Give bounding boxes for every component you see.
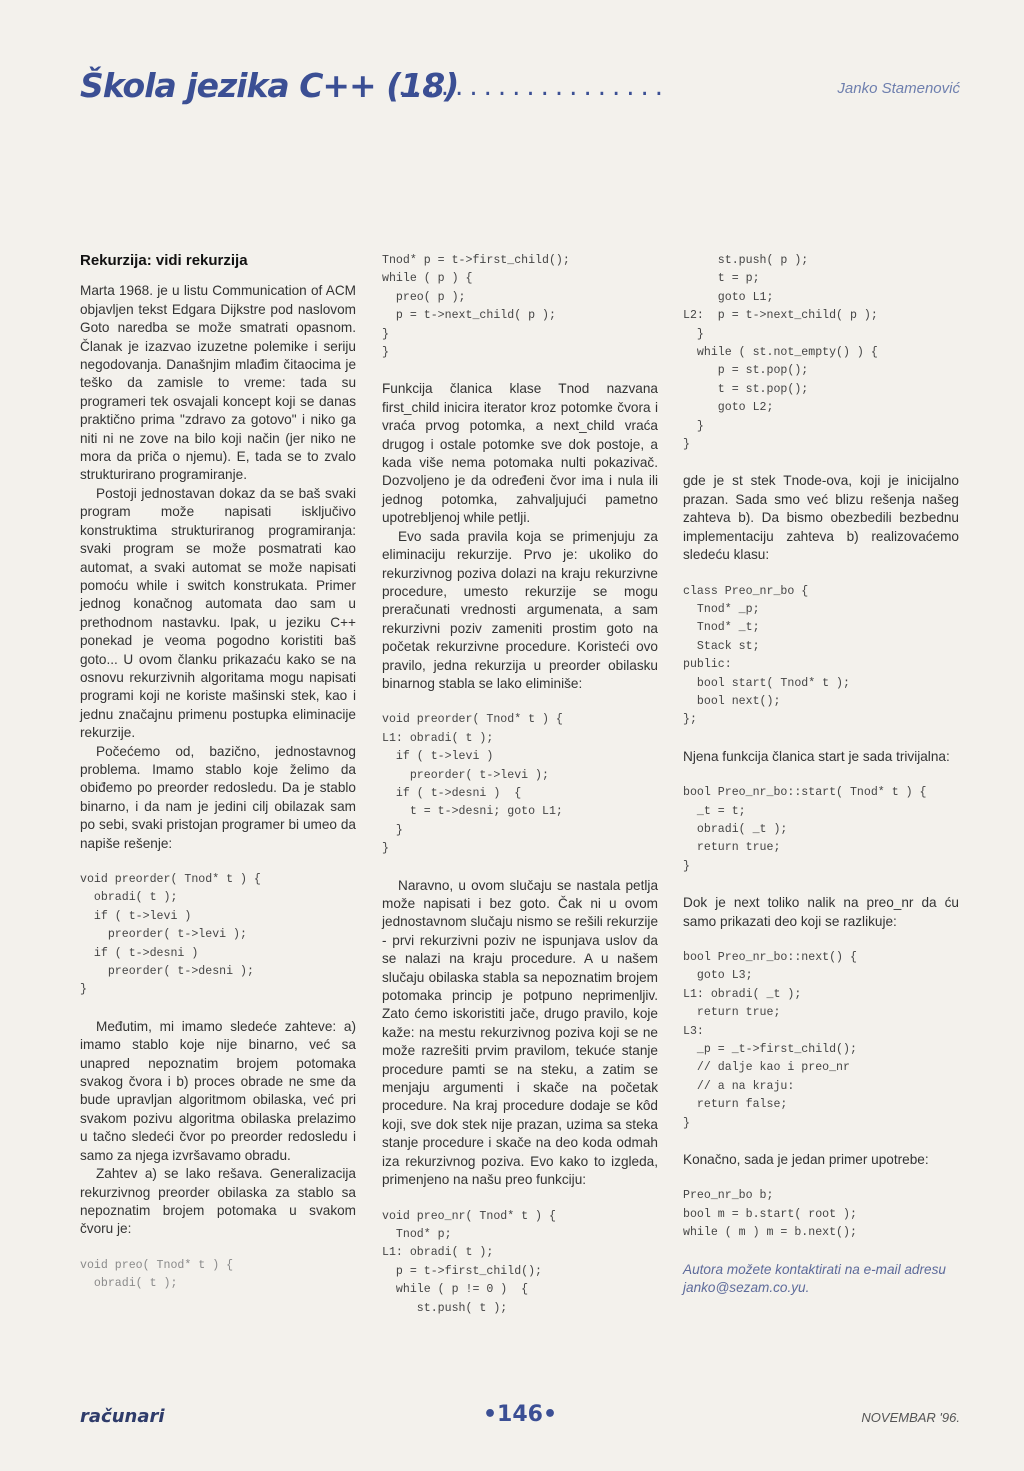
paragraph: Marta 1968. je u listu Communication of ACM objavljen tekst Edgara Dijkstre pod naslovom Goto naredba se može smatrati opasnom. Članak je izazvao izuzetne polemike i seriju negodovanja. Današnjim mlađim čitaocima je teško da zamisle to vreme: tada su programeri tek osvajali koncept koji se danas praktično prima "zdravo za gotovo" i niko ga niti ni ne zove na bilo koji način (jer niko ne mora da priča o njemu). E, tada se to zvalo strukturirano programiranje. (80, 283, 356, 483)
author-contact: Autora možete kontaktirati na e-mail adresu janko@sezam.co.yu. (683, 1261, 946, 1296)
page-header (80, 66, 960, 116)
code-listing: void preorder( Tnod* t ) { obradi( t ); if ( t->levi ) preorder( t->levi ); if ( t->desni ) preorder( t->desni ); } (80, 873, 261, 997)
code-listing: bool Preo_nr_bo::start( Tnod* t ) { _t = t; obradi( _t ); return true; } (683, 786, 927, 873)
code-listing: void preo( Tnod* t ) { obradi( t ); (80, 1258, 234, 1291)
paragraph: Konačno, sada je jedan primer upotrebe: (683, 1152, 929, 1168)
paragraph: Dok je next toliko nalik na preo_nr da ću samo prikazati deo koji se razlikuje: (683, 895, 959, 929)
code-listing: Tnod* p = t->first_child(); while ( p ) { preo( p ); p = t->next_child( p ); } } (382, 254, 570, 360)
column-1 (80, 252, 356, 1312)
paragraph: Naravno, u ovom slučaju se nastala petlja može napisati i bez goto. Čak ni u ovom jednostavnom slučaju nismo se rešili rekurzije - prvi rekurzivni poziv ne ispunjava uslov da se nalazi na kraju procedure. A u našem slučaju obilaska stabla sa nepoznatim brojem potomaka princip je potpuno neprimenljiv. Zato ćemo iskoristiti jače, drugo pravilo, koje kaže: na mestu rekurzivnog poziva koji se ne može razrešiti prvim pravilom, tekuće stanje procedure pamti se na steku, a zatim se menjaju argumenti i skače na početak procedure. Na kraj procedure dodaje se kôd koji, sve dok stek nije prazan, uzima sa steka stanje procedure i skače na deo koda odmah iza rekurzivnog poziva. Evo kako to izgleda, primenjeno na našu preo funkciju: (382, 877, 658, 1188)
paragraph: Postoji jednostavan dokaz da se baš svaki program može napisati isključivo konstruktima strukturiranog programiranja: svaki program se može posmatrati kao automat, a svaki automat se može napisati pomoću while i switch konstrukata. Primer jednog konačnog automata dao sam u prethodnom nastavku. Ipak, u jeziku C++ ponekad je veoma pogodno koristiti baš goto... U ovom članku prikazaću kako se na osnovu rekurzivnih algoritama mogu napisati programi koji ne koriste mašinski stek, kao i jednu značajnu primenu postupka eliminacije rekurzije. (80, 485, 356, 741)
paragraph: Funkcija članica klase Tnod nazvana first_child inicira iterator kroz potomke čvora i vraća prvog potomka, a next_child vraća drugog i ostale potomke sve dok postoje, a kada više nema potomaka nulti pokazivač. Dozvoljeno je da određeni čvor ima i nula ili jednog potomka, zahvaljujući pametno upotrebljenoj while petlji. (382, 381, 658, 526)
column-3 (683, 252, 959, 1298)
paragraph: Zahtev a) se lako rešava. Generalizacija rekurzivnog preorder obilaska za stablo sa nepoznatim brojem potomaka u svakom čvoru je: (80, 1166, 356, 1237)
paragraph: Međutim, mi imamo sledeće zahteve: a) imamo stablo koje nije binarno, već sa unapred nepoznatim brojem potomaka svakog čvora i b) proces obrade ne sme da bude upravljan algoritmom obilaska, već pri svakom pozivu algoritma obilaska prelazimo u tačno sledeći čvor po preorder redosledu i samo za njega izvršavamo obradu. (80, 1018, 356, 1163)
series-title: Škola jezika C++ (18) (80, 66, 459, 105)
column-2 (382, 252, 658, 1336)
code-listing: void preo_nr( Tnod* t ) { Tnod* p; L1: obradi( t ); p = t->first_child(); while ( p != 0 ) { st.push( t ); (382, 1209, 556, 1315)
paragraph: gde je st stek Tnode-ova, koji je inicijalno prazan. Sada smo već blizu rešenja našeg zahteva b). Da bismo obezbedili bezbednu implementaciju zahteva b) realizovaćemo sledeću klasu: (683, 473, 959, 563)
author-name: Janko Stamenović (837, 80, 960, 97)
page-footer (80, 1404, 960, 1434)
magazine-name: računari (80, 1406, 165, 1427)
code-listing: class Preo_nr_bo { Tnod* _p; Tnod* _t; Stack st; public: bool start( Tnod* t ); bool next(); }; (683, 584, 850, 727)
code-listing: st.push( p ); t = p; goto L1; L2: p = t->next_child( p ); } while ( st.not_empty() ) { p = st.pop(); t = st.pop(); goto L2; } } (683, 254, 878, 452)
issue-date: NOVEMBAR '96. (861, 1410, 960, 1425)
paragraph: Počećemo od, bazično, jednostavnog problema. Imamo stablo koje želimo da obiđemo po preorder redosledu. Da je stablo binarno, i da nam je jedini cilj obilazak sam po sebi, svaki pristojan programer bi umeo da napiše rešenje: (80, 743, 356, 851)
paragraph: Njena funkcija članica start je sada trivijalna: (683, 748, 950, 764)
section-title: Rekurzija: vidi rekurzija (80, 252, 248, 269)
paragraph: Evo sada pravila koja se primenjuju za eliminaciju rekurzije. Prvo je: ukoliko do rekurzivnog poziva dolazi na kraju rekurzivne procedure, umesto rekurzije se mogu preračunati vrednosti argumenata, a sam rekurzivni poziv zameniti prostim goto na početak rekurzivne procedure. Koristeći ovo pravilo, jedna rekurzija u preorder obilasku binarnog stabla se lako eliminiše: (382, 528, 658, 691)
page-number: •146• (482, 1402, 558, 1427)
code-listing: Preo_nr_bo b; bool m = b.start( root ); while ( m ) m = b.next(); (683, 1189, 857, 1240)
code-listing: void preorder( Tnod* t ) { L1: obradi( t ); if ( t->levi ) preorder( t->levi ); if ( t->desni ) { t = t->desni; goto L1; } } (382, 713, 563, 856)
title-leader-dots: ................... (398, 72, 670, 102)
code-listing: bool Preo_nr_bo::next() { goto L3; L1: obradi( _t ); return true; L3: _p = _t->first_child(); // dalje kao i preo_nr // a na kraju: return false; } (683, 951, 857, 1130)
